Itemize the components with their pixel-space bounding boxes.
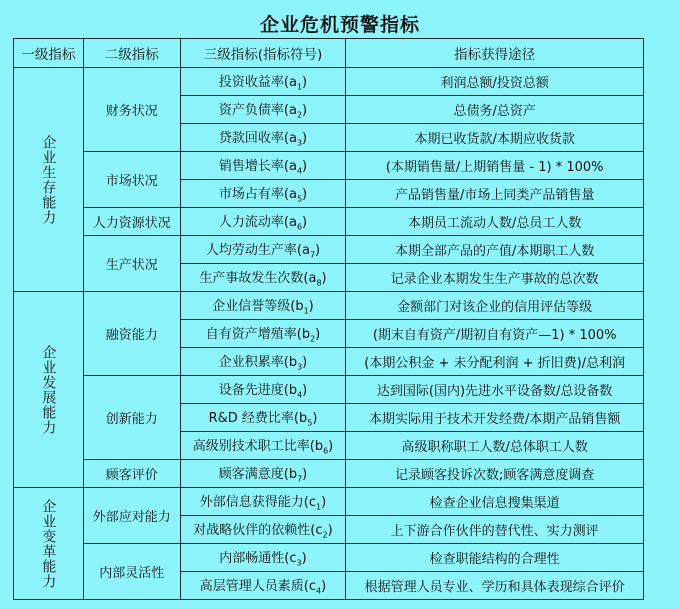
symbol-subscript: 4 — [296, 166, 303, 176]
level3-cell — [180, 488, 346, 516]
level1-cell — [14, 488, 84, 600]
indicator-name: 销售增长率 — [218, 159, 284, 175]
table-row — [14, 292, 644, 320]
symbol-letter: a — [288, 75, 297, 91]
indicator-name: 人力流动率 — [218, 215, 284, 231]
method-cell: 检查职能结构的合理性 — [346, 544, 644, 572]
level2-cell: 融资能力 — [83, 292, 180, 376]
symbol-letter: b — [288, 467, 298, 483]
method-cell: 金额部门对该企业的信用评估等级 — [346, 292, 644, 320]
table-row — [14, 208, 644, 236]
symbol-subscript: 7 — [309, 250, 316, 260]
symbol-subscript: 3 — [296, 138, 303, 148]
table-row — [14, 68, 644, 96]
indicator-name: 市场占有率 — [218, 187, 284, 203]
level3-cell — [180, 96, 346, 124]
symbol-subscript: 5 — [296, 194, 303, 204]
method-cell: (本期公积金 + 未分配利润 + 折旧费)/总利润 — [346, 348, 644, 376]
symbol-subscript: 6 — [323, 446, 329, 456]
method-cell: 本期员工流动人数/总员工人数 — [346, 208, 644, 236]
indicator-symbol — [297, 327, 321, 342]
indicator-symbol — [284, 215, 307, 230]
table-row — [14, 544, 644, 572]
symbol-letter: a — [308, 271, 317, 287]
indicator-symbol — [310, 439, 334, 454]
symbol-letter: b — [295, 299, 304, 315]
indicator-symbol — [303, 271, 326, 286]
header-row — [14, 39, 644, 68]
indicator-symbol — [284, 355, 308, 370]
table-title: 企业危机预警指标 — [259, 14, 420, 36]
symbol-subscript: 2 — [322, 530, 328, 540]
symbol-subscript: 5 — [307, 418, 313, 428]
level3-cell — [180, 460, 346, 488]
indicator-name: 生产事故发生次数 — [199, 271, 304, 287]
symbol-subscript: 7 — [297, 474, 303, 484]
method-cell: 总债务/总资产 — [346, 96, 644, 124]
indicator-name: 人均劳动生产率 — [205, 243, 297, 259]
symbol-letter: c — [308, 579, 317, 595]
method-cell: (期末自有资产/期初自有资产—1) * 100% — [346, 320, 644, 348]
indicator-name: 资产负债率 — [218, 103, 284, 119]
symbol-subscript: 1 — [316, 502, 322, 512]
indicator-symbol — [284, 187, 307, 202]
level2-cell: 财务状况 — [83, 68, 180, 152]
indicator-name: R&D 经费比率 — [208, 411, 294, 427]
level2-cell: 外部应对能力 — [83, 488, 180, 544]
indicator-symbol — [284, 103, 307, 118]
symbol-letter: b — [298, 411, 308, 427]
indicator-symbol — [297, 243, 320, 258]
indicator-name: 内部畅通性 — [219, 551, 285, 567]
header-level1: 一级指标 — [14, 39, 84, 68]
level3-cell — [180, 348, 346, 376]
level3-cell — [180, 124, 346, 152]
symbol-letter: c — [289, 551, 297, 567]
level1-label: 企业生存能力 — [40, 134, 57, 225]
indicator-name: 企业信誉等级 — [212, 299, 291, 315]
level1-label: 企业变革能力 — [40, 498, 57, 589]
level3-cell — [180, 152, 346, 180]
indicator-symbol — [304, 579, 326, 594]
method-cell: 高级职称职工人数/总体职工人数 — [346, 432, 644, 460]
symbol-letter: b — [301, 327, 311, 343]
level3-cell — [180, 180, 346, 208]
indicator-name: 顾客满意度 — [218, 467, 284, 483]
method-cell: 产品销售量/市场上同类产品销售量 — [346, 180, 644, 208]
indicator-name: 企业积累率 — [218, 355, 284, 371]
method-cell: 记录顾客投诉次数;顾客满意度调查 — [346, 460, 644, 488]
symbol-subscript: 1 — [303, 306, 309, 316]
method-cell: 记录企业本期发生生产事故的总次数 — [346, 264, 644, 292]
symbol-subscript: 1 — [296, 82, 303, 92]
indicator-symbol — [284, 383, 308, 398]
symbol-letter: c — [308, 495, 317, 511]
indicator-table — [13, 38, 644, 600]
level3-cell — [180, 264, 346, 292]
symbol-letter: a — [301, 243, 310, 259]
indicator-symbol — [284, 159, 307, 174]
level3-cell — [180, 236, 346, 264]
indicator-symbol — [290, 299, 314, 314]
indicator-symbol — [284, 551, 306, 566]
indicator-name: 外部信息获得能力 — [199, 495, 304, 511]
table-row — [14, 376, 644, 404]
indicator-symbol — [284, 131, 307, 146]
level3-cell — [180, 292, 346, 320]
indicator-name: 高层管理人员素质 — [199, 579, 304, 595]
indicator-name: 投资收益率 — [218, 75, 284, 91]
symbol-subscript: 3 — [296, 558, 302, 568]
level3-cell — [180, 68, 346, 96]
level3-cell — [180, 432, 346, 460]
header-level3: 三级指标(指标符号) — [180, 39, 346, 68]
header-level2: 二级指标 — [83, 39, 180, 68]
level2-cell: 顾客评价 — [83, 460, 180, 488]
symbol-letter: a — [288, 159, 297, 175]
symbol-letter: b — [314, 439, 324, 455]
level1-cell — [14, 68, 84, 292]
method-cell: 根据管理人员专业、学历和具体表现综合评价 — [346, 572, 644, 600]
table-row — [14, 236, 644, 264]
level3-cell — [180, 376, 346, 404]
level2-cell: 生产状况 — [83, 236, 180, 292]
symbol-letter: a — [288, 215, 297, 231]
table-row — [14, 460, 644, 488]
indicator-symbol — [284, 467, 308, 482]
symbol-subscript: 6 — [296, 222, 303, 232]
header-method: 指标获得途径 — [346, 39, 644, 68]
level1-cell — [14, 292, 84, 488]
level2-cell: 人力资源状况 — [83, 208, 180, 236]
symbol-letter: a — [288, 103, 297, 119]
symbol-subscript: 2 — [296, 110, 303, 120]
level2-cell: 市场状况 — [83, 152, 180, 208]
symbol-letter: b — [288, 355, 298, 371]
symbol-subscript: 3 — [297, 362, 303, 372]
method-cell: (本期销售量/上期销售量 - 1) * 100% — [346, 152, 644, 180]
symbol-subscript: 2 — [310, 334, 316, 344]
indicator-symbol — [294, 411, 318, 426]
method-cell: 检查企业信息搜集渠道 — [346, 488, 644, 516]
method-cell: 本期已收货款/本期应收货款 — [346, 124, 644, 152]
indicator-symbol — [310, 523, 332, 538]
level3-cell — [180, 572, 346, 600]
indicator-name: 高级别技术职工比率 — [192, 439, 310, 455]
level3-cell — [180, 404, 346, 432]
symbol-letter: c — [315, 523, 323, 539]
symbol-subscript: 4 — [316, 586, 322, 596]
symbol-subscript: 4 — [297, 390, 303, 400]
indicator-name: 贷款回收率 — [218, 131, 284, 147]
level3-cell — [180, 544, 346, 572]
method-cell: 本期实际用于技术开发经费/本期产品销售额 — [346, 404, 644, 432]
level2-cell: 内部灵活性 — [83, 544, 180, 600]
level3-cell — [180, 320, 346, 348]
symbol-letter: a — [288, 187, 297, 203]
indicator-name: 对战略伙伴的依赖性 — [193, 523, 311, 539]
level3-cell — [180, 208, 346, 236]
indicator-name: 自有资产增殖率 — [205, 327, 297, 343]
symbol-letter: b — [288, 383, 298, 399]
indicator-symbol — [304, 495, 326, 510]
indicator-symbol — [284, 75, 307, 90]
symbol-letter: a — [288, 131, 297, 147]
method-cell: 达到国际(国内)先进水平设备数/总设备数 — [346, 376, 644, 404]
method-cell: 上下游合作伙伴的替代性、实力测评 — [346, 516, 644, 544]
indicator-name: 设备先进度 — [218, 383, 284, 399]
level3-cell — [180, 516, 346, 544]
table-row — [14, 488, 644, 516]
table-row — [14, 152, 644, 180]
symbol-subscript: 8 — [316, 278, 322, 288]
level1-label: 企业发展能力 — [40, 344, 57, 435]
level2-cell: 创新能力 — [83, 376, 180, 460]
method-cell: 利润总额/投资总额 — [346, 68, 644, 96]
method-cell: 本期全部产品的产值/本期职工人数 — [346, 236, 644, 264]
